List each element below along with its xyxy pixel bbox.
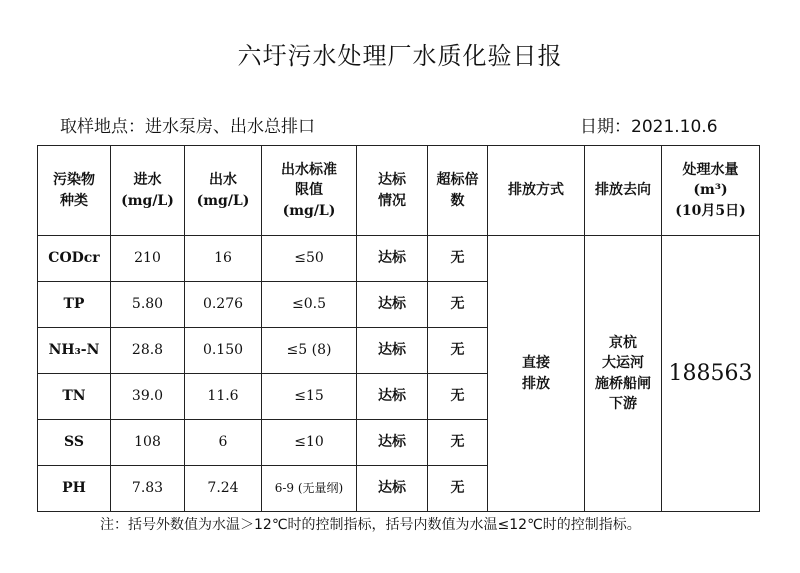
exceed-cell: 无 <box>428 236 488 282</box>
pollutant-cell: SS <box>38 420 111 466</box>
standard-cell: ≤0.5 <box>262 282 357 328</box>
exceed-cell: 无 <box>428 466 488 512</box>
inflow-cell: 5.80 <box>111 282 185 328</box>
standard-cell: ≤5 (8) <box>262 328 357 374</box>
header-discharge-direction: 排放去向 <box>585 146 662 236</box>
pollutant-cell: TP <box>38 282 111 328</box>
exceed-cell: 无 <box>428 282 488 328</box>
inflow-cell: 108 <box>111 420 185 466</box>
sampling-location: 取样地点：进水泵房、出水总排口 <box>60 117 315 137</box>
exceed-cell: 无 <box>428 420 488 466</box>
compliance-cell: 达标 <box>357 236 428 282</box>
header-pollutant: 污染物 种类 <box>38 146 111 236</box>
standard-cell: ≤10 <box>262 420 357 466</box>
standard-cell: ≤50 <box>262 236 357 282</box>
inflow-cell: 28.8 <box>111 328 185 374</box>
inflow-cell: 210 <box>111 236 185 282</box>
outflow-cell: 0.276 <box>185 282 262 328</box>
inflow-cell: 39.0 <box>111 374 185 420</box>
table-row <box>38 236 760 282</box>
outflow-cell: 16 <box>185 236 262 282</box>
report-date: 日期：2021.10.6 <box>580 117 718 137</box>
discharge-direction-cell: 京杭 大运河 施桥船闸 下游 <box>585 236 662 512</box>
exceed-cell: 无 <box>428 328 488 374</box>
pollutant-cell: CODcr <box>38 236 111 282</box>
header-treated-volume: 处理水量 (m³) (10月5日) <box>662 146 760 236</box>
compliance-cell: 达标 <box>357 466 428 512</box>
outflow-cell: 6 <box>185 420 262 466</box>
discharge-method-cell: 直接 排放 <box>488 236 585 512</box>
pollutant-cell: NH₃-N <box>38 328 111 374</box>
pollutant-cell: TN <box>38 374 111 420</box>
header-row <box>38 146 760 236</box>
compliance-cell: 达标 <box>357 282 428 328</box>
report-title: 六圩污水处理厂水质化验日报 <box>237 42 563 70</box>
header-discharge-method: 排放方式 <box>488 146 585 236</box>
exceed-cell: 无 <box>428 374 488 420</box>
water-quality-table <box>37 145 760 512</box>
header-exceed: 超标倍 数 <box>428 146 488 236</box>
treated-volume-cell: 188563 <box>662 236 760 512</box>
compliance-cell: 达标 <box>357 420 428 466</box>
header-inflow: 进水 (mg/L) <box>111 146 185 236</box>
outflow-cell: 7.24 <box>185 466 262 512</box>
outflow-cell: 11.6 <box>185 374 262 420</box>
inflow-cell: 7.83 <box>111 466 185 512</box>
compliance-cell: 达标 <box>357 374 428 420</box>
footnote: 注：括号外数值为水温＞12℃时的控制指标，括号内数值为水温≤12℃时的控制指标。 <box>100 517 641 533</box>
header-compliance: 达标 情况 <box>357 146 428 236</box>
standard-cell: 6-9 (无量纲) <box>262 466 357 512</box>
outflow-cell: 0.150 <box>185 328 262 374</box>
compliance-cell: 达标 <box>357 328 428 374</box>
standard-cell: ≤15 <box>262 374 357 420</box>
pollutant-cell: PH <box>38 466 111 512</box>
header-outflow: 出水 (mg/L) <box>185 146 262 236</box>
header-standard: 出水标准 限值 (mg/L) <box>262 146 357 236</box>
